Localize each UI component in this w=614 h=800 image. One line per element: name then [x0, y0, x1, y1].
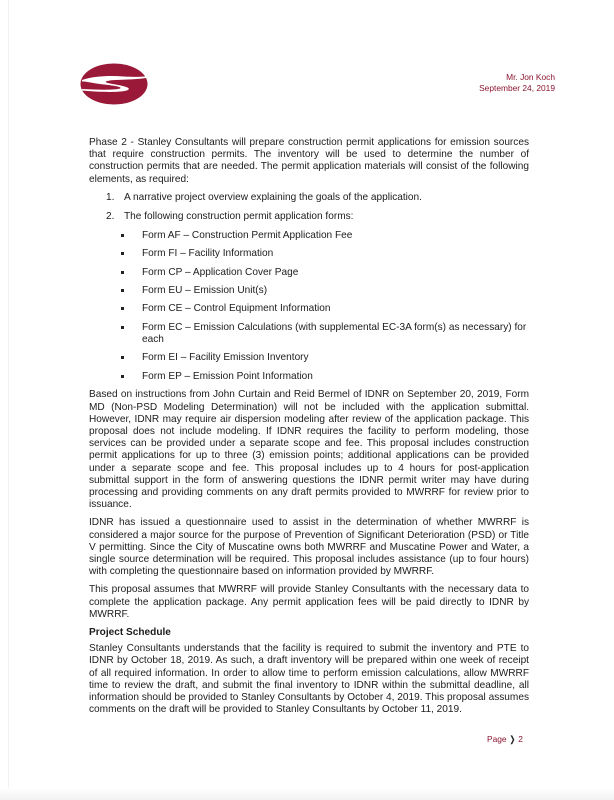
list-number: 1.: [106, 191, 115, 203]
assumptions-paragraph: This proposal assumes that MWRRF will provide Stanley Consultants with the necessary data to complete the application package. Any permit application fees will be paid directly to IDNR by MWRRF.: [89, 584, 529, 620]
form-list-item: [118, 230, 529, 242]
section-heading: Project Schedule: [89, 627, 171, 639]
list-item-text: A narrative project overview explaining the goals of the application.: [124, 191, 422, 203]
page-number: 2: [518, 734, 523, 744]
letter-date: September 24, 2019: [479, 83, 555, 93]
list-number: 2.: [106, 210, 115, 222]
scan-edge: [8, 0, 9, 800]
form-name: Form EU – Emission Unit(s): [142, 284, 268, 296]
forms-list: [89, 230, 529, 383]
form-list-item: [118, 303, 529, 315]
form-name: Form CE – Control Equipment Information: [142, 303, 331, 315]
form-name: Form EI – Facility Emission Inventory: [142, 352, 309, 364]
list-item: [106, 211, 529, 383]
list-item-text: The following construction permit application forms:: [124, 210, 354, 222]
page-footer: [487, 734, 523, 744]
form-list-item: [118, 322, 529, 346]
schedule-paragraph: Stanley Consultants understands that the facility is required to submit the inventory and PTE to IDNR by October 18, 2019. As such, a draft inventory will be prepared within one week of receipt of all required information. In order to allow time to perform emission calculations, allow MWRRF time to review the draft, and submit the final inventory to IDNR within the submittal deadline, all information should be provided to Stanley Consultants by October 4, 2019. This proposal assumes comments on the draft will be provided to Stanley Consultants by October 11, 2019.: [89, 643, 529, 716]
list-item: [106, 192, 529, 204]
bullet-icon: [121, 307, 124, 310]
form-name: Form AF – Construction Permit Application Fee: [142, 229, 353, 241]
modeling-paragraph: Based on instructions from John Curtain and Reid Bermel of IDNR on September 20, 2019, Form MD (Non-PSD Modeling Determination) will not be included with the application submittal. However, IDNR may require air dispersion modeling after review of the application package. This proposal does not include modeling. If IDNR requires the facility to perform modeling, those services can be provided under a separate scope and fee. This proposal includes construction permit applications for up to three (3) emission points; additional applications can be provided under a separate scope and fee. This proposal includes up to 4 hours for post-application submittal support in the form of answering questions the IDNR permit writer may have during processing and providing comments on any draft permits provided to MWRRF for review prior to issuance.: [89, 389, 529, 511]
chevron-right-icon: ❭: [508, 734, 516, 744]
bullet-icon: [121, 356, 124, 359]
form-list-item: [118, 267, 529, 279]
form-name: Form FI – Facility Information: [142, 248, 274, 260]
form-list-item: [118, 248, 529, 260]
elements-list: [89, 192, 529, 383]
bullet-icon: [121, 375, 124, 378]
form-list-item: [118, 352, 529, 364]
bullet-icon: [121, 252, 124, 255]
form-name: Form EP – Emission Point Information: [142, 370, 313, 382]
form-list-item: [118, 285, 529, 297]
form-name: Form CP – Application Cover Page: [142, 266, 299, 278]
intro-paragraph: Phase 2 - Stanley Consultants will prepare construction permit applications for emission sources that require construction permits. The inventory will be used to determine the number of construction permits that are needed. The permit application materials will consist of the following elements, as required:: [89, 137, 529, 185]
document-body: [89, 137, 529, 722]
stanley-consultants-logo-icon: [80, 63, 148, 105]
page-label: Page: [487, 734, 507, 744]
form-list-item: [118, 371, 529, 383]
bullet-icon: [121, 271, 124, 274]
scan-edge: [0, 788, 614, 800]
recipient-name: Mr. Jon Koch: [506, 72, 555, 82]
bullet-icon: [121, 234, 124, 237]
form-name: Form EC – Emission Calculations (with supplemental EC-3A form(s) as necessary) for each: [142, 321, 527, 345]
letter-header: [479, 72, 555, 94]
questionnaire-paragraph: IDNR has issued a questionnaire used to assist in the determination of whether MWRRF is considered a major source for the purpose of Prevention of Significant Deterioration (PSD) or Title V permitting. Since the City of Muscatine owns both MWRRF and Muscatine Power and Water, a single source determination will be required. This proposal includes assistance (up to four hours) with completing the questionnaire based on information provided by MWRRF.: [89, 517, 529, 578]
bullet-icon: [121, 289, 124, 292]
bullet-icon: [121, 326, 124, 329]
